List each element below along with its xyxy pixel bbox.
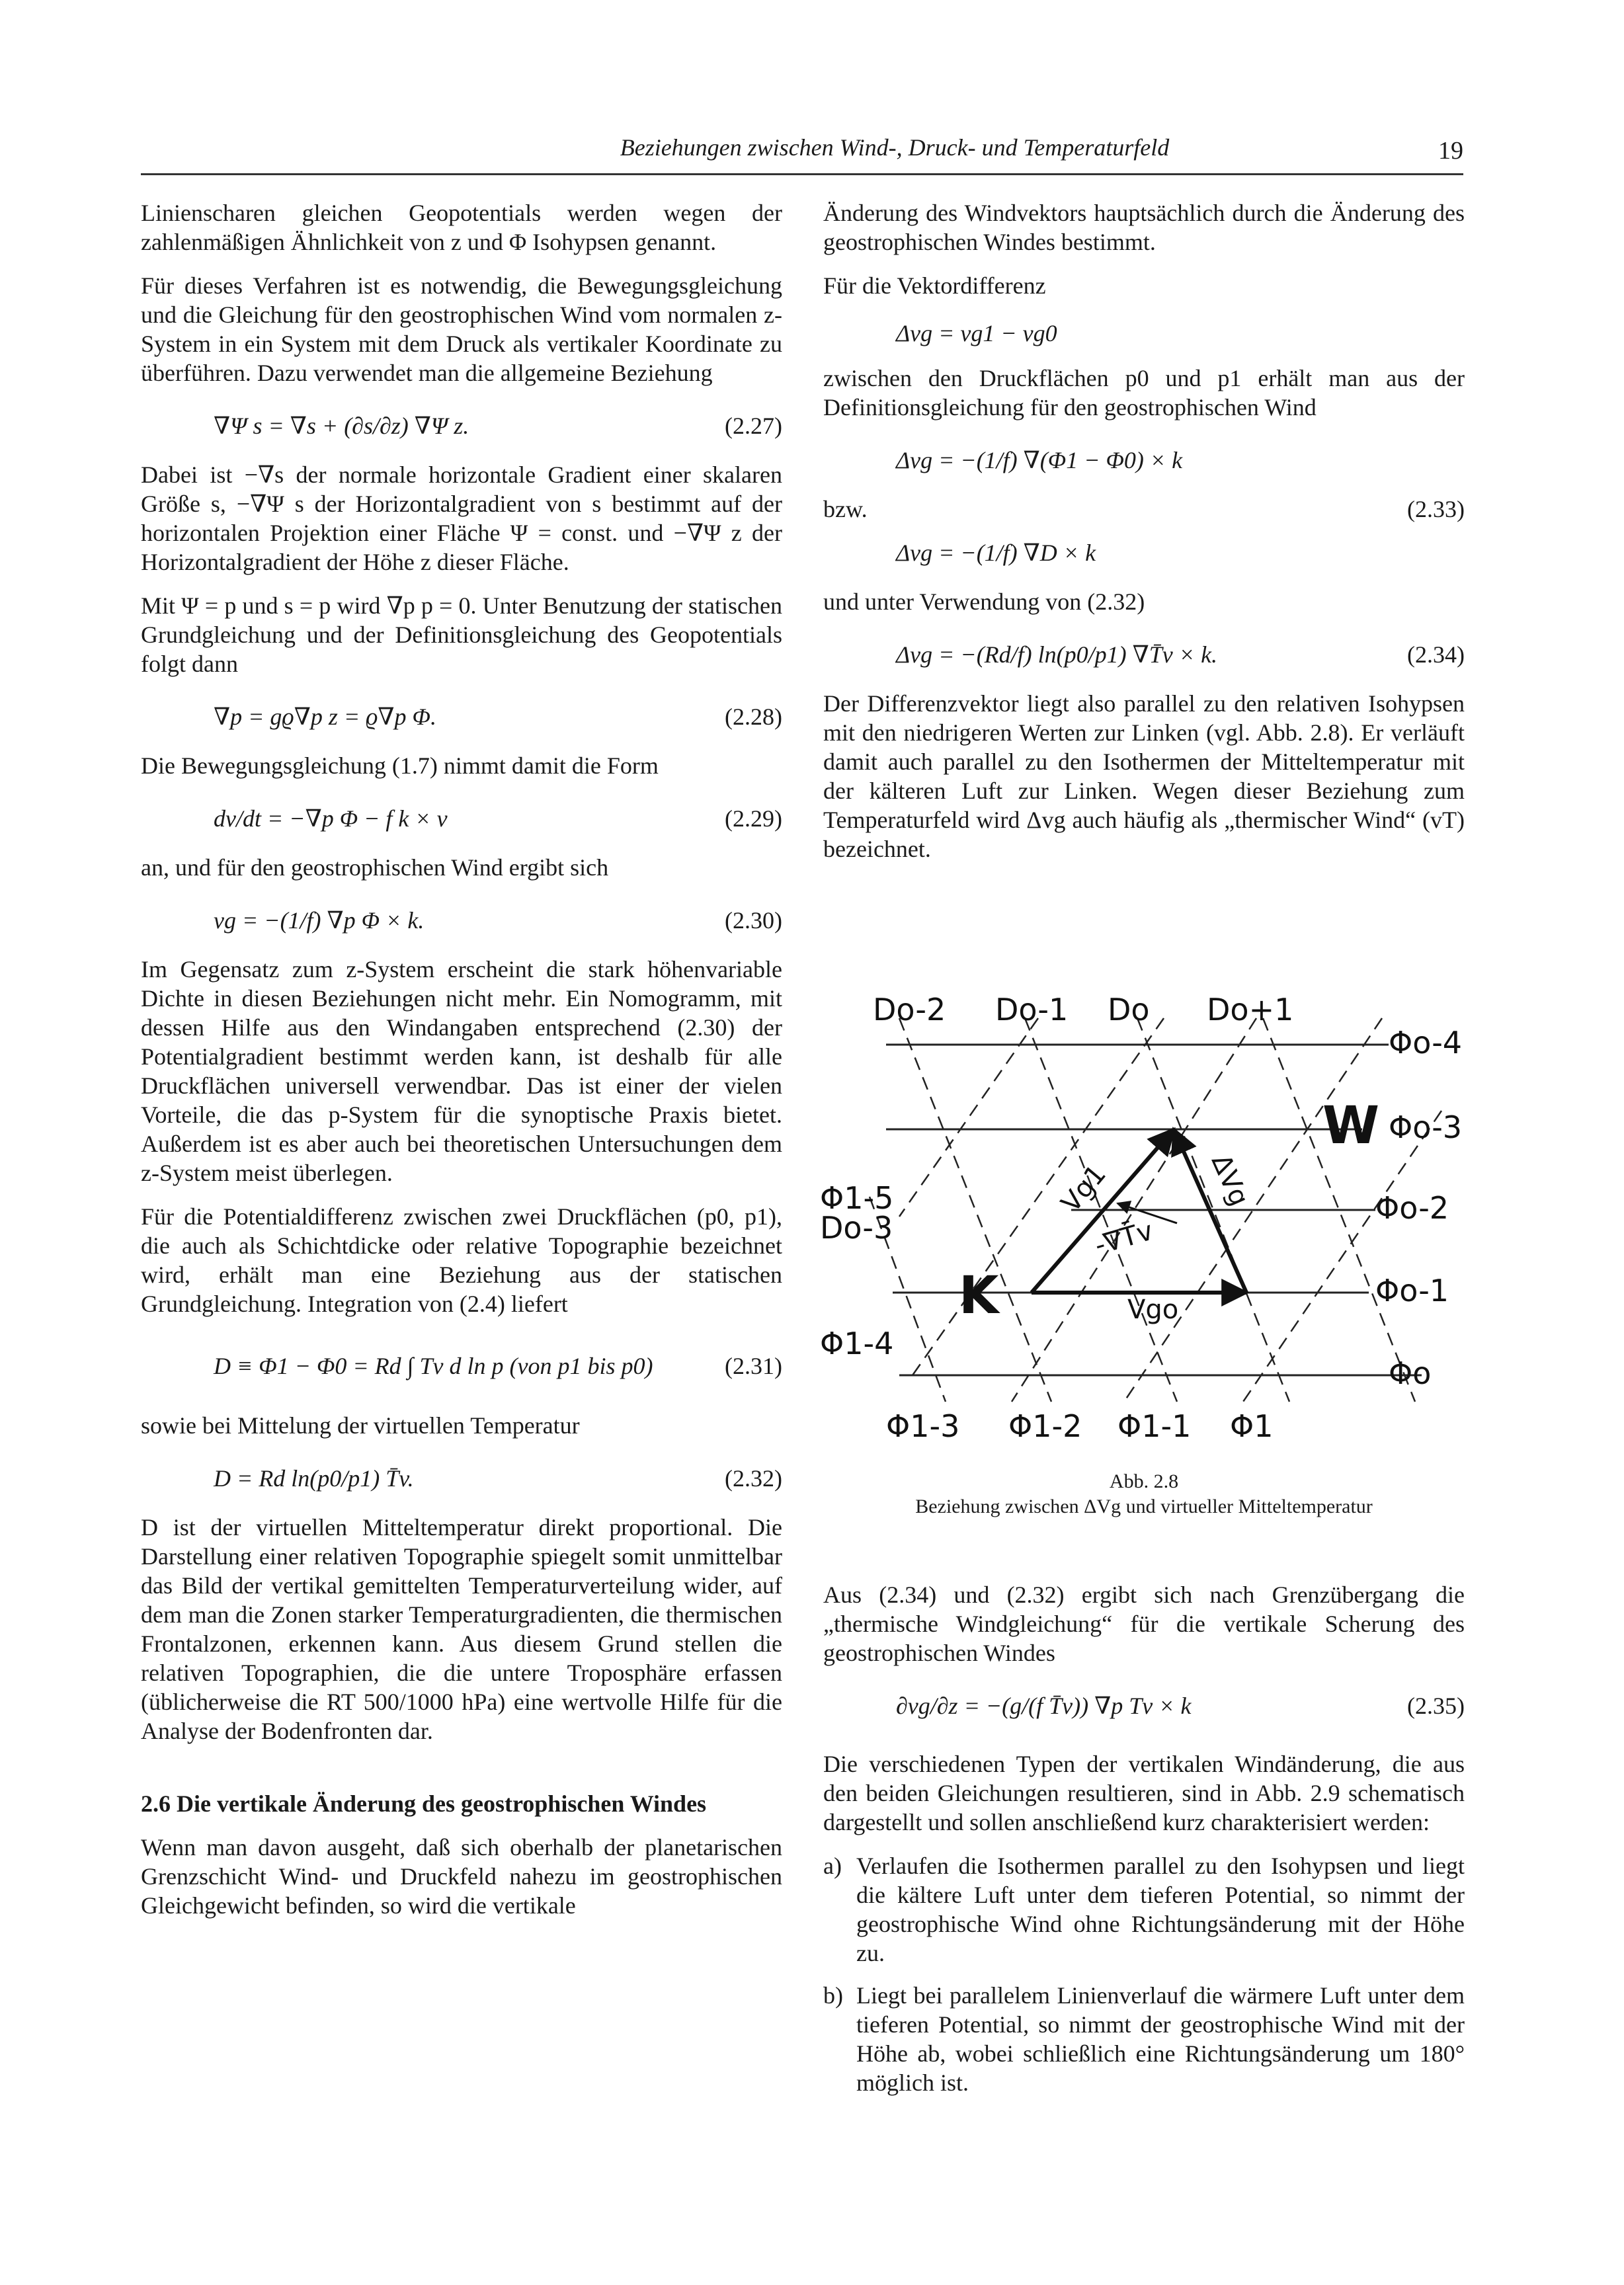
equation-number: (2.28) xyxy=(725,703,782,730)
paragraph: Änderung des Windvektors hauptsächlich durch die Änderung des geostrophischen Windes bestimmt. xyxy=(823,200,1465,255)
label-phi1-minus-4: Φ1-4 xyxy=(820,1326,894,1361)
label-do-minus-3: Do-3 xyxy=(820,1210,893,1246)
equation-number: (2.29) xyxy=(725,805,782,832)
thickness-line xyxy=(899,1018,1038,1217)
equation-2-32 xyxy=(141,1455,782,1501)
equation-number: (2.35) xyxy=(1407,1693,1465,1719)
paragraph: Mit Ψ = p und s = p wird ∇p p = 0. Unter Benutzung der statischen Grundgleichung und der Definitionsgleichung des Geopotentials folgt dann xyxy=(141,592,782,677)
paragraph: Aus (2.34) und (2.32) ergibt sich nach Grenzübergang die „thermische Windgleichung“ für die vertikale Scherung des geostrophischen Windes xyxy=(823,1582,1465,1666)
label-do-minus-1: Do-1 xyxy=(995,992,1069,1027)
equation-formula: Δvg = −(Rd/f) ln(p0/p1) ∇T̄v × k. xyxy=(896,641,1218,668)
equation-2-30 xyxy=(141,897,782,943)
equation-formula: D = Rd ln(p0/p1) T̄v. xyxy=(214,1465,414,1492)
figure-diagram xyxy=(860,979,1468,1527)
page-number: 19 xyxy=(1438,137,1463,165)
list-marker: a) xyxy=(823,1853,842,1879)
paragraph: Wenn man davon ausgeht, daß sich oberhalb der planetarischen Grenzschicht Wind- und Druckfeld nahezu im geostrophischen Gleichgewicht befinden, so wird die vertikale xyxy=(141,1834,782,1919)
equation-number: (2.30) xyxy=(725,907,782,934)
label-do-minus-2: Do-2 xyxy=(873,992,946,1027)
equation-number: (2.33) xyxy=(1407,496,1465,522)
list-item xyxy=(823,1981,1465,2097)
right-column-top xyxy=(823,198,1465,878)
paragraph: Der Differenzvektor liegt also parallel zu den relativen Isohypsen mit den niedrigeren Werten zur Linken (vgl. Abb. 2.8). Er verläuft damit auch parallel zu den Isothermen der Mitteltemperatur mit der kälteren Luft zur Linken. Wegen dieser Beziehung zum Temperaturfeld wird Δvg auch häufig als „thermischer Wind“ (vT) bezeichnet. xyxy=(823,690,1465,862)
figure-caption-number: Abb. 2.8 xyxy=(1109,1470,1179,1492)
figure-caption xyxy=(823,1469,1465,1519)
equation-number: (2.31) xyxy=(725,1353,782,1379)
equation-formula: Δvg = −(1/f) ∇(Φ1 − Φ0) × k xyxy=(896,447,1183,473)
paragraph: Linienscharen gleichen Geopotentials werden wegen der zahlenmäßigen Ähnlichkeit von z und Φ Isohypsen genannt. xyxy=(141,200,782,255)
equation-2-27 xyxy=(141,402,782,448)
equation-formula: Δvg = −(1/f) ∇D × k xyxy=(896,540,1096,566)
running-head xyxy=(141,134,1463,173)
paragraph: Die verschiedenen Typen der vertikalen Windänderung, die aus den beiden Gleichungen resultieren, sind in Abb. 2.9 schematisch dargestellt und sollen anschließend kurz charakterisiert werden: xyxy=(823,1751,1465,1835)
isohypse-lines xyxy=(886,1045,1422,1375)
paragraph: Dabei ist −∇s der normale horizontale Gradient einer skalaren Größe s, −∇Ψ s der Horizontalgradient von s bestimmt auf der horizontalen Projektion einer Fläche Ψ = const. und −∇Ψ z der Horizontalgradient der Höhe z dieser Fläche. xyxy=(141,461,782,575)
label-phi1-minus-3: Φ1-3 xyxy=(886,1408,960,1444)
paragraph: D ist der virtuellen Mitteltemperatur direkt proportional. Die Darstellung einer relativen Topographie spiegelt somit unmittelbar das Bild der vertikal gemittelten Temperaturverteilung wider, auf dem man die Zonen starker Temperaturgradienten, die thermischen Frontalzonen, erkennen kann. Aus diesem Grund stellen die relativen Topographien, die die untere Troposphäre erfassen (üblicherweise die RT 500/1000 hPa) eine wertvolle Hilfe für die Analyse der Bodenfronten dar. xyxy=(141,1514,782,1744)
equation-2-29 xyxy=(141,795,782,841)
label-cold-k: K xyxy=(959,1266,999,1326)
equation-delta-vg xyxy=(823,315,1465,352)
paragraph: sowie bei Mittelung der virtuellen Temperatur xyxy=(141,1412,580,1439)
equation-2-33b xyxy=(823,529,1465,575)
label-warm-w: W xyxy=(1322,1096,1380,1156)
equation-2-28 xyxy=(141,693,782,739)
running-title: Beziehungen zwischen Wind-, Druck- und Temperaturfeld xyxy=(620,134,1170,161)
equation-2-31 xyxy=(141,1333,782,1399)
equation-formula: Δvg = vg1 − vg0 xyxy=(896,320,1057,346)
label-phi0-minus-2: Φo-2 xyxy=(1375,1190,1449,1226)
equation-formula: D ≡ Φ1 − Φ0 = Rd ∫ Tv d ln p (von p1 bis p0) xyxy=(214,1353,653,1379)
label-delta-vg: ΔVg xyxy=(1205,1150,1255,1211)
type-list xyxy=(823,1851,1465,2097)
label-do: Do xyxy=(1108,992,1150,1027)
figure-caption-text: Beziehung zwischen ΔVg und virtueller Mitteltemperatur xyxy=(915,1496,1373,1517)
thickness-line xyxy=(913,1018,1164,1375)
equation-formula: ∇Ψ s = ∇s + (∂s/∂z) ∇Ψ z. xyxy=(214,413,469,439)
right-column-bottom xyxy=(823,1580,1465,2110)
equation-2-34 xyxy=(823,631,1465,677)
label-phi0-minus-3: Φo-3 xyxy=(1389,1109,1463,1145)
paragraph: Für die Vektordifferenz xyxy=(823,272,1046,299)
list-marker: b) xyxy=(823,1982,843,2009)
list-item-text: Verlaufen die Isothermen parallel zu den Isohypsen und liegt die kältere Luft unter dem tieferen Potential, so nimmt der geostrophische Wind ohne Richtungsänderung mit der Höhe zu. xyxy=(856,1853,1465,1966)
label-temperature-gradient: -∇T̄v xyxy=(1091,1215,1157,1262)
paragraph: Für die Potentialdifferenz zwischen zwei Druckflächen (p0, p1), die auch als Schichtdicke oder relative Topographie bezeichnet wird, erhält man eine Beziehung aus der statischen Grundgleichung. Integration von (2.4) liefert xyxy=(141,1203,782,1317)
label-phi0-minus-4: Φo-4 xyxy=(1389,1025,1463,1061)
label-phi0: Φo xyxy=(1389,1355,1432,1391)
label-vg0: Vgo xyxy=(1127,1295,1179,1325)
paragraph: und unter Verwendung von (2.32) xyxy=(823,588,1145,615)
paragraph: Im Gegensatz zum z-System erscheint die stark höhenvariable Dichte in diesen Beziehungen nicht mehr. Ein Nomogramm, mit dessen Hilfe aus den Windangaben entsprechend (2.30) der Potentialgradient bestimmt werden kann, ist deshalb für alle Druckflächen universell verwendbar. Das ist einer der vielen Vorteile, die das p-System für die synoptische Praxis bietet. Außerdem ist es aber auch bei theoretischen Untersuchungen dem z-System meist überlegen. xyxy=(141,956,782,1186)
label-do-plus-1: Do+1 xyxy=(1207,992,1294,1027)
paragraph: zwischen den Druckflächen p0 und p1 erhält man aus der Definitionsgleichung für den geostrophischen Wind xyxy=(823,365,1465,421)
equation-formula: vg = −(1/f) ∇p Φ × k. xyxy=(214,907,425,934)
list-item xyxy=(823,1851,1465,1968)
section-heading: 2.6 Die vertikale Änderung des geostrophischen Windes xyxy=(141,1790,707,1817)
paragraph: Die Bewegungsgleichung (1.7) nimmt damit die Form xyxy=(141,752,659,779)
equation-formula: ∇p = gϱ∇p z = ϱ∇p Φ. xyxy=(214,703,436,730)
label-vg1: Vg1 xyxy=(1055,1159,1112,1219)
left-column xyxy=(141,198,782,1935)
label-phi1-minus-1: Φ1-1 xyxy=(1117,1408,1192,1444)
equation-2-33-number-row xyxy=(823,495,1465,524)
equation-number: (2.27) xyxy=(725,413,782,439)
label-phi1: Φ1 xyxy=(1230,1408,1274,1444)
equation-formula: ∂vg/∂z = −(g/(f T̄v)) ∇p Tv × k xyxy=(896,1693,1192,1719)
label-phi1-minus-2: Φ1-2 xyxy=(1008,1408,1082,1444)
label-phi0-minus-1: Φo-1 xyxy=(1375,1273,1449,1308)
equation-2-35 xyxy=(823,1682,1465,1738)
list-item-text: Liegt bei parallelem Linienverlauf die wärmere Luft unter dem tieferen Potential, so nimmt der geostrophische Wind mit der Höhe ab, wobei schließlich eine Richtungsänderung um 180° möglich ist. xyxy=(856,1982,1465,2096)
equation-number: (2.34) xyxy=(1407,641,1465,668)
label-phi1-minus-5: Φ1-5 xyxy=(820,1180,894,1216)
header-rule xyxy=(141,173,1463,175)
figure-2-8 xyxy=(820,979,1468,1527)
paragraph: Für dieses Verfahren ist es notwendig, die Bewegungsgleichung und die Gleichung für den geostrophischen Wind vom normalen z-System in ein System mit dem Druck als vertikaler Koordinate zu überführen. Dazu verwendet man die allgemeine Beziehung xyxy=(141,272,782,386)
paragraph: an, und für den geostrophischen Wind ergibt sich xyxy=(141,854,609,881)
equation-2-33a xyxy=(823,436,1465,483)
equation-number: (2.32) xyxy=(725,1465,782,1492)
equation-formula: dv/dt = −∇p Φ − f k × v xyxy=(214,805,448,832)
bzw-label: bzw. xyxy=(823,496,868,522)
